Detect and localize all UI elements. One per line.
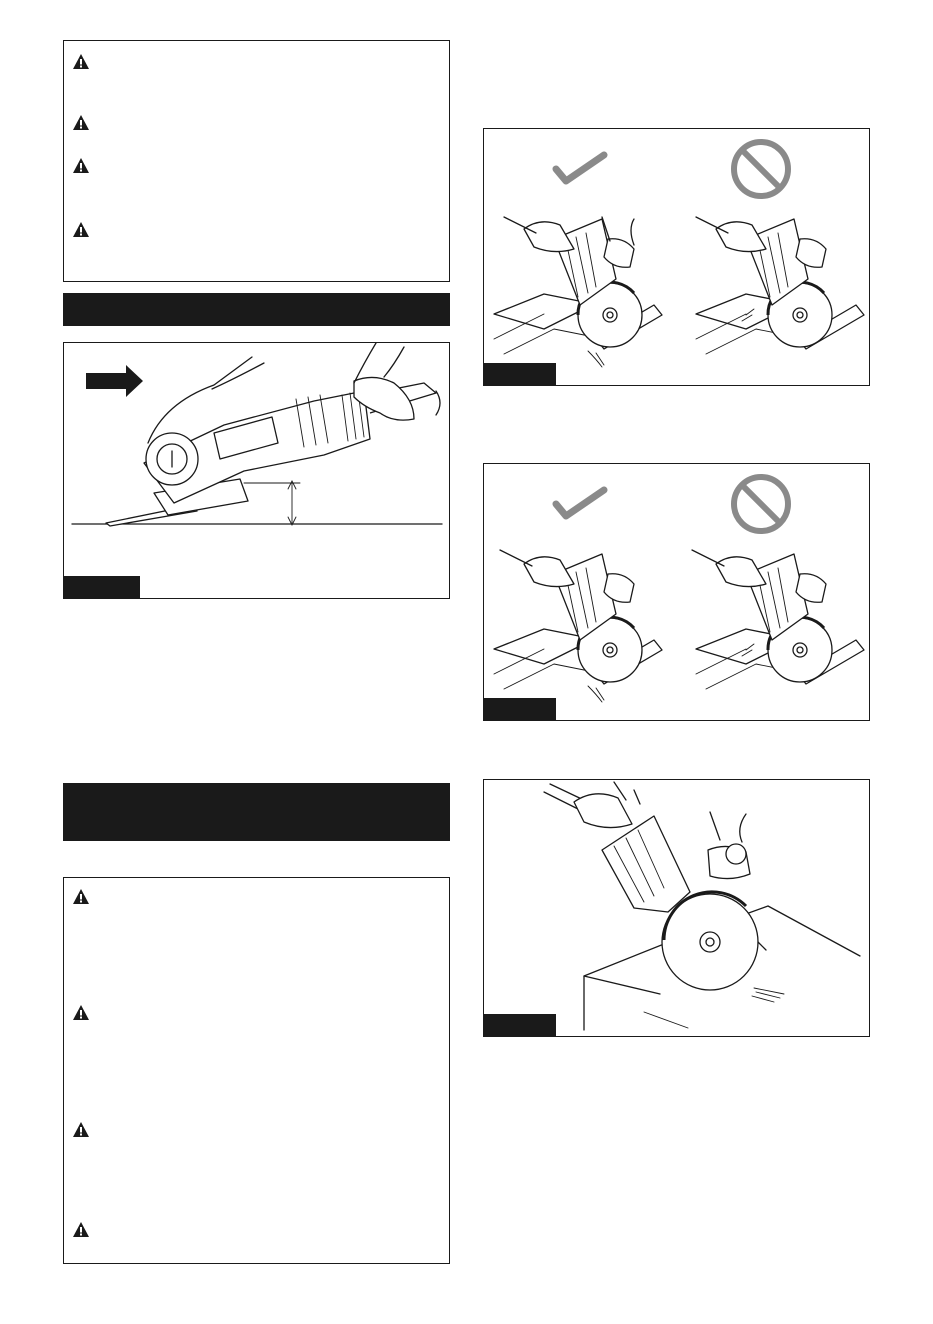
figure-cutting-pipe-2: [483, 463, 870, 721]
warning-triangle-icon: [72, 53, 90, 70]
pipe-cutting-illustration: [484, 129, 868, 384]
check-mark-icon: [556, 155, 604, 181]
warning-box-bottom: [63, 877, 450, 1264]
figure-cutting-block: [483, 779, 870, 1037]
figure-number-tag: [64, 576, 140, 598]
block-cutting-illustration: [484, 780, 868, 1035]
warning-triangle-icon: [72, 157, 90, 174]
figure-number-tag: [484, 363, 556, 385]
figure-number-tag: [484, 1014, 556, 1036]
warning-triangle-icon: [72, 888, 90, 905]
check-mark-icon: [556, 490, 604, 516]
warning-triangle-icon: [72, 221, 90, 238]
figure-cutting-pipe-1: [483, 128, 870, 386]
warning-triangle-icon: [72, 1004, 90, 1021]
prohibited-circle-icon: [734, 477, 788, 531]
warning-box-top: [63, 40, 450, 282]
figure-grinding-angle: [63, 342, 450, 599]
warning-triangle-icon: [72, 114, 90, 131]
pipe-cutting-illustration: [484, 464, 868, 719]
section-heading-bar: [63, 783, 450, 841]
warning-triangle-icon: [72, 1221, 90, 1238]
prohibited-circle-icon: [734, 142, 788, 196]
arrow-right-icon: [86, 365, 143, 397]
warning-triangle-icon: [72, 1121, 90, 1138]
grinder-illustration: [64, 343, 448, 597]
section-heading-bar: [63, 293, 450, 326]
figure-number-tag: [484, 698, 556, 720]
